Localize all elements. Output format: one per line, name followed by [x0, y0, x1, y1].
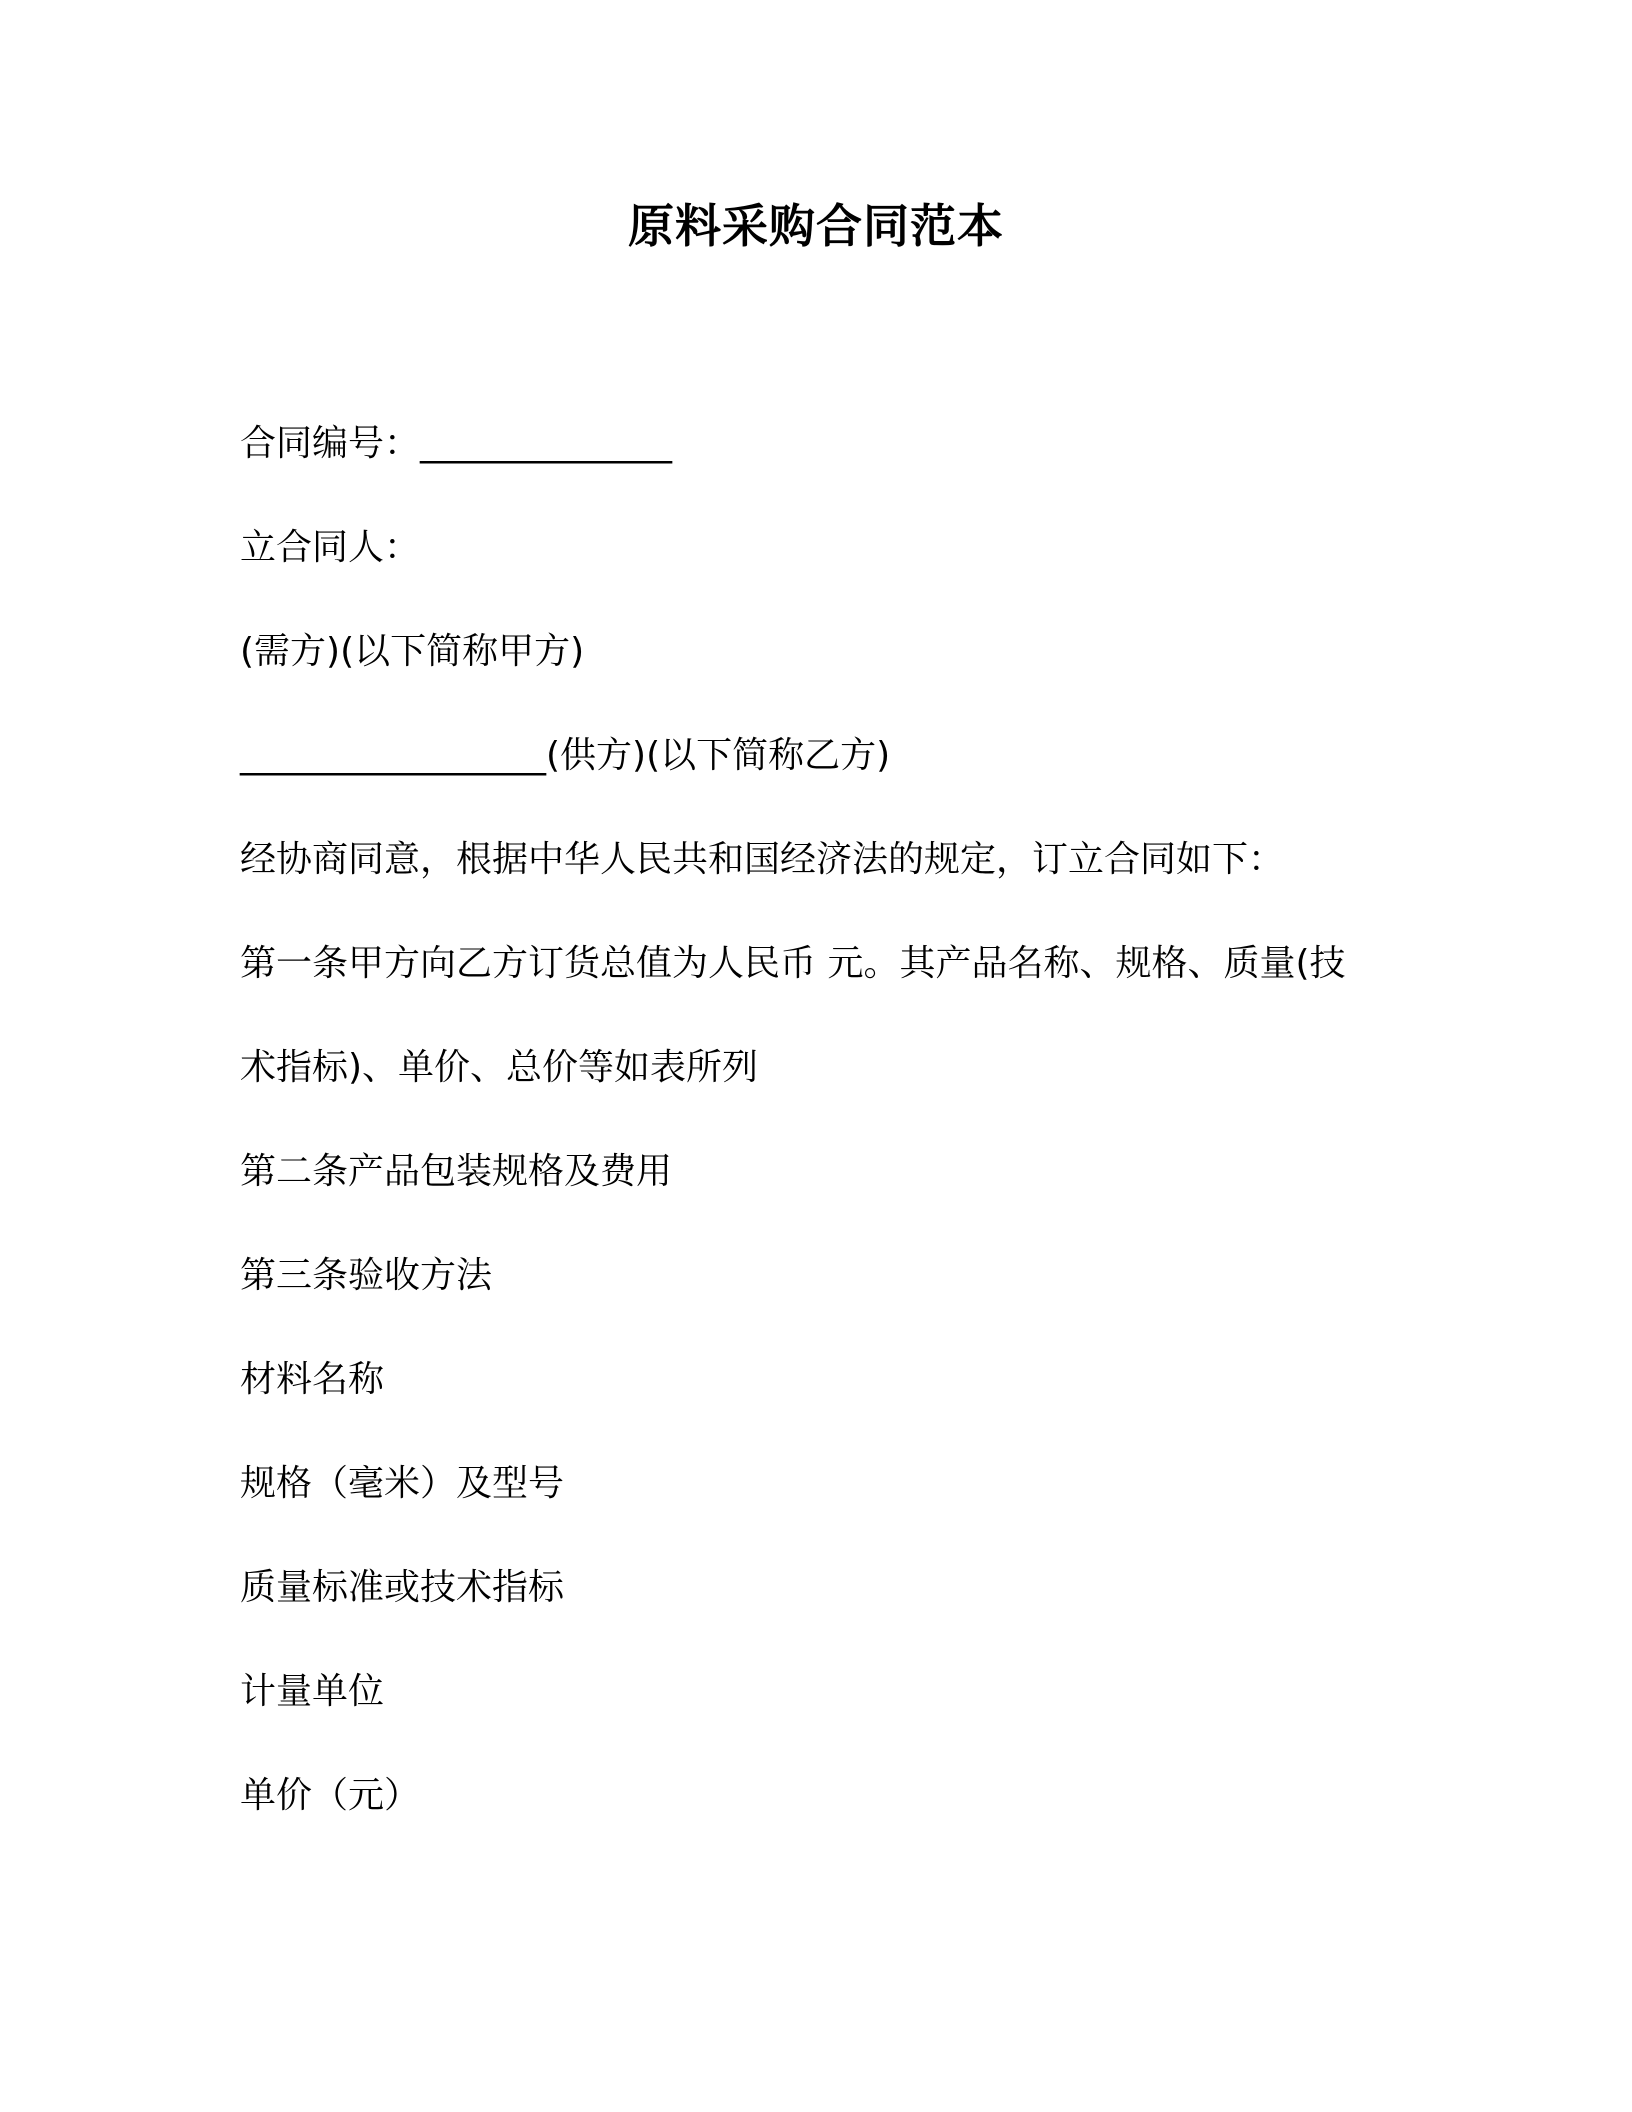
- material-name-line: 材料名称: [240, 1359, 385, 1400]
- contract-number-line: 合同编号：______________: [240, 423, 673, 464]
- document-title: 原料采购合同范本: [628, 199, 1004, 253]
- unit-of-measure-line: 计量单位: [240, 1671, 385, 1712]
- unit-price-line: 单价（元）: [240, 1775, 421, 1816]
- party-a-line: (需方)(以下简称甲方): [240, 631, 585, 672]
- article-1-line-1: 第一条甲方向乙方订货总值为人民币 元。其产品名称、规格、质量(技: [240, 943, 1346, 984]
- quality-standard-line: 质量标准或技术指标: [240, 1567, 565, 1608]
- document-body: [240, 418, 1400, 1874]
- article-1-line-2: 术指标)、单价、总价等如表所列: [240, 1047, 759, 1088]
- preamble-line: 经协商同意，根据中华人民共和国经济法的规定，订立合同如下：: [240, 839, 1285, 880]
- spec-model-line: 规格（毫米）及型号: [240, 1463, 565, 1504]
- contracting-parties-line: 立合同人：: [240, 527, 421, 568]
- article-3-line: 第三条验收方法: [240, 1255, 493, 1296]
- article-2-line: 第二条产品包装规格及费用: [240, 1151, 673, 1192]
- party-b-line: _________________(供方)(以下简称乙方): [240, 735, 891, 776]
